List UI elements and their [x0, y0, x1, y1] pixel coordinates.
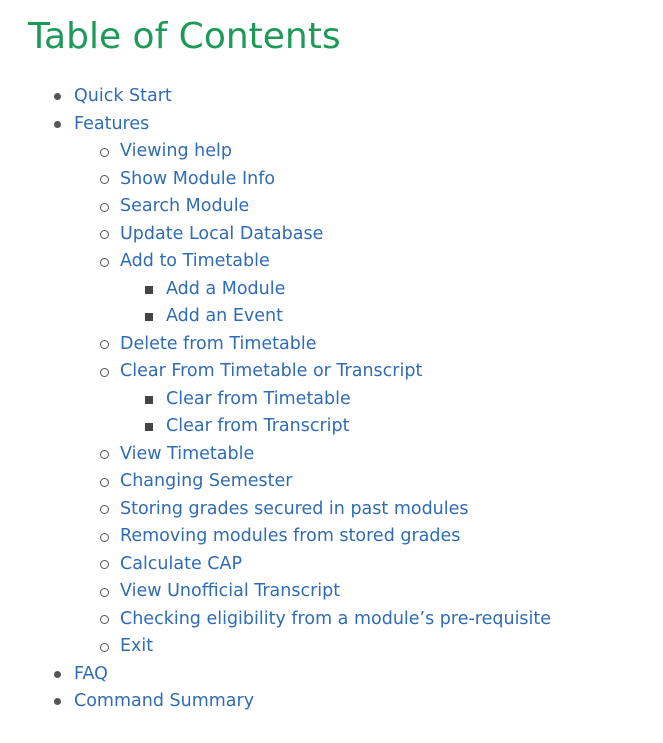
- toc-link-clear-from-transcript[interactable]: Clear from Transcript: [166, 416, 350, 436]
- disc-bullet-icon: [54, 93, 61, 100]
- square-bullet-icon: [145, 423, 153, 431]
- disc-bullet-icon: [54, 121, 61, 128]
- page-title: Table of Contents: [28, 16, 341, 57]
- toc-item-delete-from-timetable: [120, 331, 551, 359]
- toc-link-command-summary[interactable]: Command Summary: [74, 691, 255, 711]
- circle-bullet-icon: [100, 588, 109, 597]
- circle-bullet-icon: [100, 505, 109, 514]
- circle-bullet-icon: [100, 533, 109, 542]
- toc-item-show-module-info: [120, 166, 551, 194]
- square-bullet-icon: [145, 286, 153, 294]
- toc-item-clear-from-transcript: [166, 413, 551, 441]
- toc-item-clear-from-timetable-or-transcript: [120, 358, 551, 441]
- toc-link-search-module[interactable]: Search Module: [120, 196, 250, 216]
- toc-sublist-add-to-timetable: [120, 276, 551, 331]
- toc-item-checking-eligibility: [120, 606, 551, 634]
- toc-item-features: [74, 111, 551, 661]
- circle-bullet-icon: [100, 643, 109, 652]
- toc-link-update-local-database[interactable]: Update Local Database: [120, 223, 324, 244]
- circle-bullet-icon: [100, 230, 109, 239]
- toc-link-add-an-event[interactable]: Add an Event: [166, 306, 283, 326]
- toc-link-removing-modules[interactable]: Removing modules from stored grades: [120, 526, 461, 546]
- toc-item-storing-grades: [120, 496, 551, 524]
- circle-bullet-icon: [100, 615, 109, 624]
- circle-bullet-icon: [100, 450, 109, 459]
- square-bullet-icon: [145, 396, 153, 404]
- toc-link-show-module-info[interactable]: Show Module Info: [120, 168, 276, 189]
- circle-bullet-icon: [100, 175, 109, 184]
- circle-bullet-icon: [100, 478, 109, 487]
- disc-bullet-icon: [54, 671, 61, 678]
- square-bullet-icon: [145, 313, 153, 321]
- toc-list: [74, 83, 551, 716]
- toc-item-quick-start: [74, 83, 551, 111]
- toc-item-search-module: [120, 193, 551, 221]
- toc-item-viewing-help: [120, 138, 551, 166]
- toc-link-viewing-help[interactable]: Viewing help: [120, 141, 232, 161]
- toc-item-command-summary: [74, 688, 551, 716]
- circle-bullet-icon: [100, 258, 109, 267]
- toc-link-quick-start[interactable]: Quick Start: [74, 86, 172, 106]
- toc-link-changing-semester[interactable]: Changing Semester: [120, 471, 293, 491]
- toc-link-view-timetable[interactable]: View Timetable: [120, 443, 255, 464]
- toc-item-add-an-event: [166, 303, 551, 331]
- toc-item-update-local-database: [120, 221, 551, 249]
- toc-item-exit: [120, 633, 551, 661]
- circle-bullet-icon: [100, 560, 109, 569]
- toc-sublist-features: [74, 138, 551, 661]
- toc-link-clear-from-timetable[interactable]: Clear from Timetable: [166, 388, 351, 409]
- toc-link-add-to-timetable[interactable]: Add to Timetable: [120, 251, 270, 271]
- toc-item-changing-semester: [120, 468, 551, 496]
- circle-bullet-icon: [100, 203, 109, 212]
- toc-link-view-unofficial-transcript[interactable]: View Unofficial Transcript: [120, 581, 341, 601]
- disc-bullet-icon: [54, 698, 61, 705]
- toc-item-view-timetable: [120, 441, 551, 469]
- toc-link-checking-eligibility[interactable]: Checking eligibility from a module’s pre-requisite: [120, 608, 552, 629]
- circle-bullet-icon: [100, 148, 109, 157]
- toc-item-faq: [74, 661, 551, 689]
- toc-item-add-a-module: [166, 276, 551, 304]
- toc-link-faq[interactable]: FAQ: [74, 663, 108, 684]
- circle-bullet-icon: [100, 340, 109, 349]
- toc-link-calculate-cap[interactable]: Calculate CAP: [120, 553, 243, 574]
- toc-sublist-clear: [120, 386, 551, 441]
- toc-link-features[interactable]: Features: [74, 113, 150, 134]
- toc-item-view-unofficial-transcript: [120, 578, 551, 606]
- toc-item-add-to-timetable: [120, 248, 551, 331]
- toc-link-delete-from-timetable[interactable]: Delete from Timetable: [120, 333, 317, 354]
- toc-item-calculate-cap: [120, 551, 551, 579]
- toc-link-storing-grades[interactable]: Storing grades secured in past modules: [120, 498, 469, 519]
- toc-link-exit[interactable]: Exit: [120, 636, 154, 656]
- toc-item-clear-from-timetable: [166, 386, 551, 414]
- toc-item-removing-modules: [120, 523, 551, 551]
- toc-link-add-a-module[interactable]: Add a Module: [166, 278, 286, 299]
- circle-bullet-icon: [100, 368, 109, 377]
- toc-link-clear-from-timetable-or-transcript[interactable]: Clear From Timetable or Transcript: [120, 361, 423, 381]
